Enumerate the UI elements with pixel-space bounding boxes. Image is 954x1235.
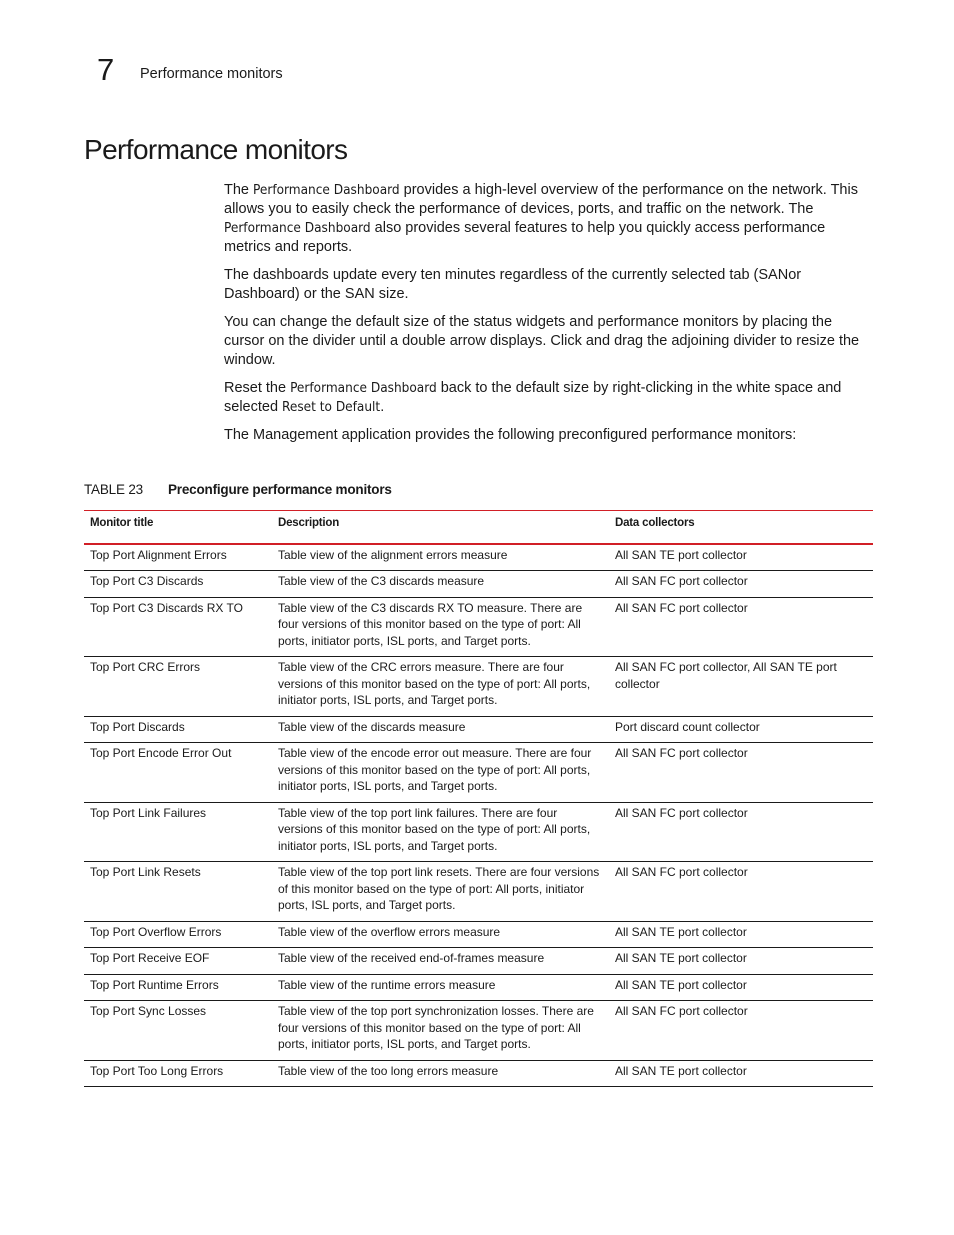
table-row (84, 1060, 873, 1087)
data-collectors-cell: All SAN FC port collector (609, 802, 873, 862)
table-row (84, 657, 873, 717)
table-row (84, 802, 873, 862)
monitor-title-cell: Top Port Runtime Errors (84, 974, 272, 1001)
running-header-title: Performance monitors (140, 66, 283, 82)
description-cell: Table view of the runtime errors measure (272, 974, 609, 1001)
paragraph-overview (224, 181, 874, 257)
body-text (224, 181, 874, 454)
data-collectors-cell: All SAN TE port collector (609, 974, 873, 1001)
description-cell: Table view of the alignment errors measure (272, 544, 609, 571)
ui-term-performance-dashboard: Performance Dashboard (253, 182, 400, 198)
monitor-title-cell: Top Port Link Resets (84, 862, 272, 922)
table-row (84, 716, 873, 743)
paragraph-resize: You can change the default size of the status widgets and performance monitors by placing the cursor on the divider until a double arrow displays. Click and drag the adjoining divider to resize the window. (224, 314, 860, 368)
description-cell: Table view of the top port link failures. There are four versions of this monitor based on the type of port: All ports, initiator ports, ISL ports, and Target ports. (272, 802, 609, 862)
description-cell: Table view of the received end-of-frames measure (272, 948, 609, 975)
text-run: The (224, 182, 254, 198)
text-run: provides a high-level overview of the performance on the network. This allows you to easily check the performance of devices, ports, and traffic on the network. The (224, 182, 858, 217)
table-row (84, 921, 873, 948)
table-row (84, 544, 873, 571)
description-cell: Table view of the overflow errors measure (272, 921, 609, 948)
description-cell: Table view of the encode error out measure. There are four versions of this monitor based on the type of port: All ports, initiator ports, ISL ports, and Target ports. (272, 743, 609, 803)
text-run: also provides several features to help you quickly access performance metrics and reports. (224, 220, 826, 255)
table-row (84, 948, 873, 975)
description-cell: Table view of the top port synchronization losses. There are four versions of this monitor based on the type of port: All ports, initiator ports, ISL ports, and Target ports. (272, 1001, 609, 1061)
column-header-description: Description (272, 511, 609, 544)
description-cell: Table view of the C3 discards measure (272, 571, 609, 598)
table-caption (84, 481, 392, 499)
data-collectors-cell: All SAN FC port collector (609, 743, 873, 803)
monitor-title-cell: Top Port Alignment Errors (84, 544, 272, 571)
table-row (84, 597, 873, 657)
table-row (84, 571, 873, 598)
monitor-title-cell: Top Port Discards (84, 716, 272, 743)
data-collectors-cell: All SAN FC port collector (609, 597, 873, 657)
data-collectors-cell: All SAN TE port collector (609, 1060, 873, 1087)
description-cell: Table view of the too long errors measure (272, 1060, 609, 1087)
chapter-number: 7 (97, 52, 115, 87)
data-collectors-cell: All SAN TE port collector (609, 544, 873, 571)
monitor-title-cell: Top Port Encode Error Out (84, 743, 272, 803)
data-collectors-cell: All SAN TE port collector (609, 948, 873, 975)
text-run: Reset the (224, 380, 291, 396)
description-cell: Table view of the top port link resets. There are four versions of this monitor based on the type of port: All ports, initiator ports, ISL ports, and Target ports. (272, 862, 609, 922)
ui-term-reset-to-default: Reset to Default (282, 399, 381, 415)
section-title: Performance monitors (84, 134, 348, 165)
monitor-title-cell: Top Port Overflow Errors (84, 921, 272, 948)
table-number: TABLE 23 (84, 482, 143, 497)
table-row (84, 743, 873, 803)
paragraph-reset (224, 379, 874, 417)
data-collectors-cell: All SAN FC port collector (609, 862, 873, 922)
text-run: . (380, 399, 385, 415)
table-body (84, 544, 873, 1087)
data-collectors-cell: All SAN TE port collector (609, 921, 873, 948)
monitor-title-cell: Top Port Receive EOF (84, 948, 272, 975)
ui-term-performance-dashboard: Performance Dashboard (290, 380, 437, 396)
ui-term-performance-dashboard: Performance Dashboard (224, 220, 371, 236)
table-row (84, 862, 873, 922)
table-header-row (84, 511, 873, 544)
monitor-title-cell: Top Port C3 Discards RX TO (84, 597, 272, 657)
table-row (84, 1001, 873, 1061)
column-header-data-collectors: Data collectors (609, 511, 873, 544)
data-collectors-cell: Port discard count collector (609, 716, 873, 743)
data-collectors-cell: All SAN FC port collector, All SAN TE port collector (609, 657, 873, 717)
monitor-title-cell: Top Port Link Failures (84, 802, 272, 862)
paragraph-intro-table: The Management application provides the following preconfigured performance monitors: (224, 427, 797, 443)
description-cell: Table view of the CRC errors measure. There are four versions of this monitor based on the type of port: All ports, initiator ports, ISL ports, and Target ports. (272, 657, 609, 717)
text-run: back to the default size by right-clicking in the white space and selected (224, 380, 842, 415)
paragraph-update-interval: The dashboards update every ten minutes regardless of the currently selected tab (SANor Dashboard) or the SAN size. (224, 267, 802, 302)
monitor-title-cell: Top Port Too Long Errors (84, 1060, 272, 1087)
table-row (84, 974, 873, 1001)
monitor-title-cell: Top Port CRC Errors (84, 657, 272, 717)
monitor-title-cell: Top Port C3 Discards (84, 571, 272, 598)
description-cell: Table view of the C3 discards RX TO measure. There are four versions of this monitor based on the type of port: All ports, initiator ports, ISL ports, and Target ports. (272, 597, 609, 657)
table-title: Preconfigure performance monitors (168, 482, 392, 497)
monitors-table (84, 510, 873, 1087)
monitor-title-cell: Top Port Sync Losses (84, 1001, 272, 1061)
description-cell: Table view of the discards measure (272, 716, 609, 743)
data-collectors-cell: All SAN FC port collector (609, 1001, 873, 1061)
column-header-monitor-title: Monitor title (84, 511, 272, 544)
data-collectors-cell: All SAN FC port collector (609, 571, 873, 598)
